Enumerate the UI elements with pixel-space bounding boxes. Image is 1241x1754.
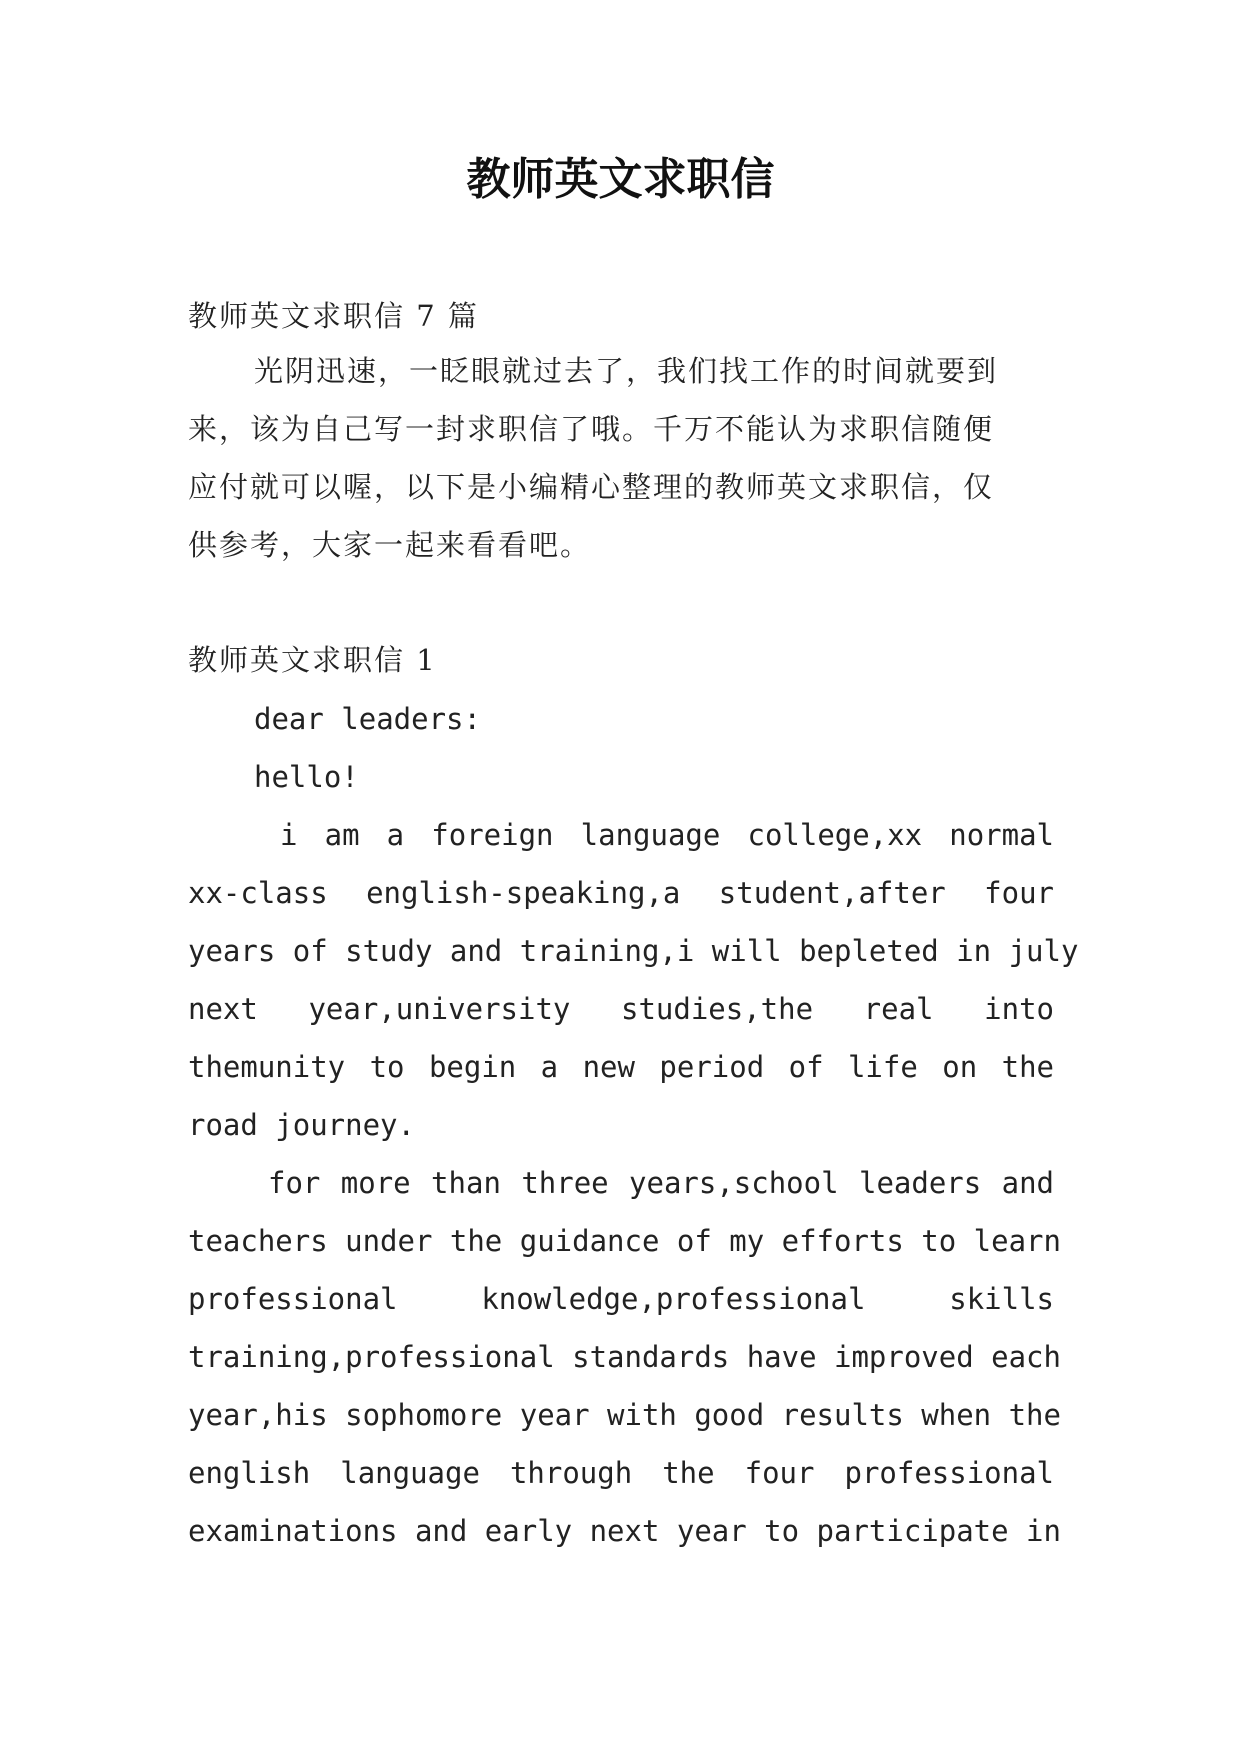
- paragraph-line: professional knowledge,professional skills: [188, 1282, 1054, 1316]
- paragraph-line: years of study and training,i will bepleted in july: [188, 934, 1079, 968]
- paragraph-line: road journey.: [188, 1108, 415, 1142]
- paragraph-line: xx-class english-speaking,a student,after four: [188, 876, 1054, 910]
- intro-line: 来，该为自己写一封求职信了哦。千万不能认为求职信随便: [188, 412, 995, 446]
- intro-line: 供参考，大家一起来看看吧。: [188, 528, 592, 562]
- intro-line: 应付就可以喔，以下是小编精心整理的教师英文求职信，仅: [188, 470, 995, 504]
- paragraph-line: english language through the four professional: [188, 1456, 1054, 1490]
- paragraph-line: training,professional standards have improved each: [188, 1340, 1061, 1374]
- intro-line: 光阴迅速，一眨眼就过去了，我们找工作的时间就要到: [254, 354, 999, 388]
- paragraph-line: i am a foreign language college,xx normal: [280, 818, 1054, 852]
- greeting: hello!: [254, 760, 359, 794]
- paragraph-line: year,his sophomore year with good results when the: [188, 1398, 1061, 1432]
- section-heading: 教师英文求职信 1: [188, 643, 437, 677]
- paragraph-line: for more than three years,school leaders and: [268, 1166, 1054, 1200]
- paragraph-line: examinations and early next year to participate in: [188, 1514, 1061, 1548]
- paragraph-line: themunity to begin a new period of life on the: [188, 1050, 1054, 1084]
- paragraph-line: next year,university studies,the real into: [188, 992, 1054, 1026]
- paragraph-line: teachers under the guidance of my efforts to learn: [188, 1224, 1061, 1258]
- document-title: 教师英文求职信: [466, 154, 775, 205]
- document-subtitle: 教师英文求职信 7 篇: [188, 299, 479, 333]
- salutation: dear leaders:: [254, 702, 481, 736]
